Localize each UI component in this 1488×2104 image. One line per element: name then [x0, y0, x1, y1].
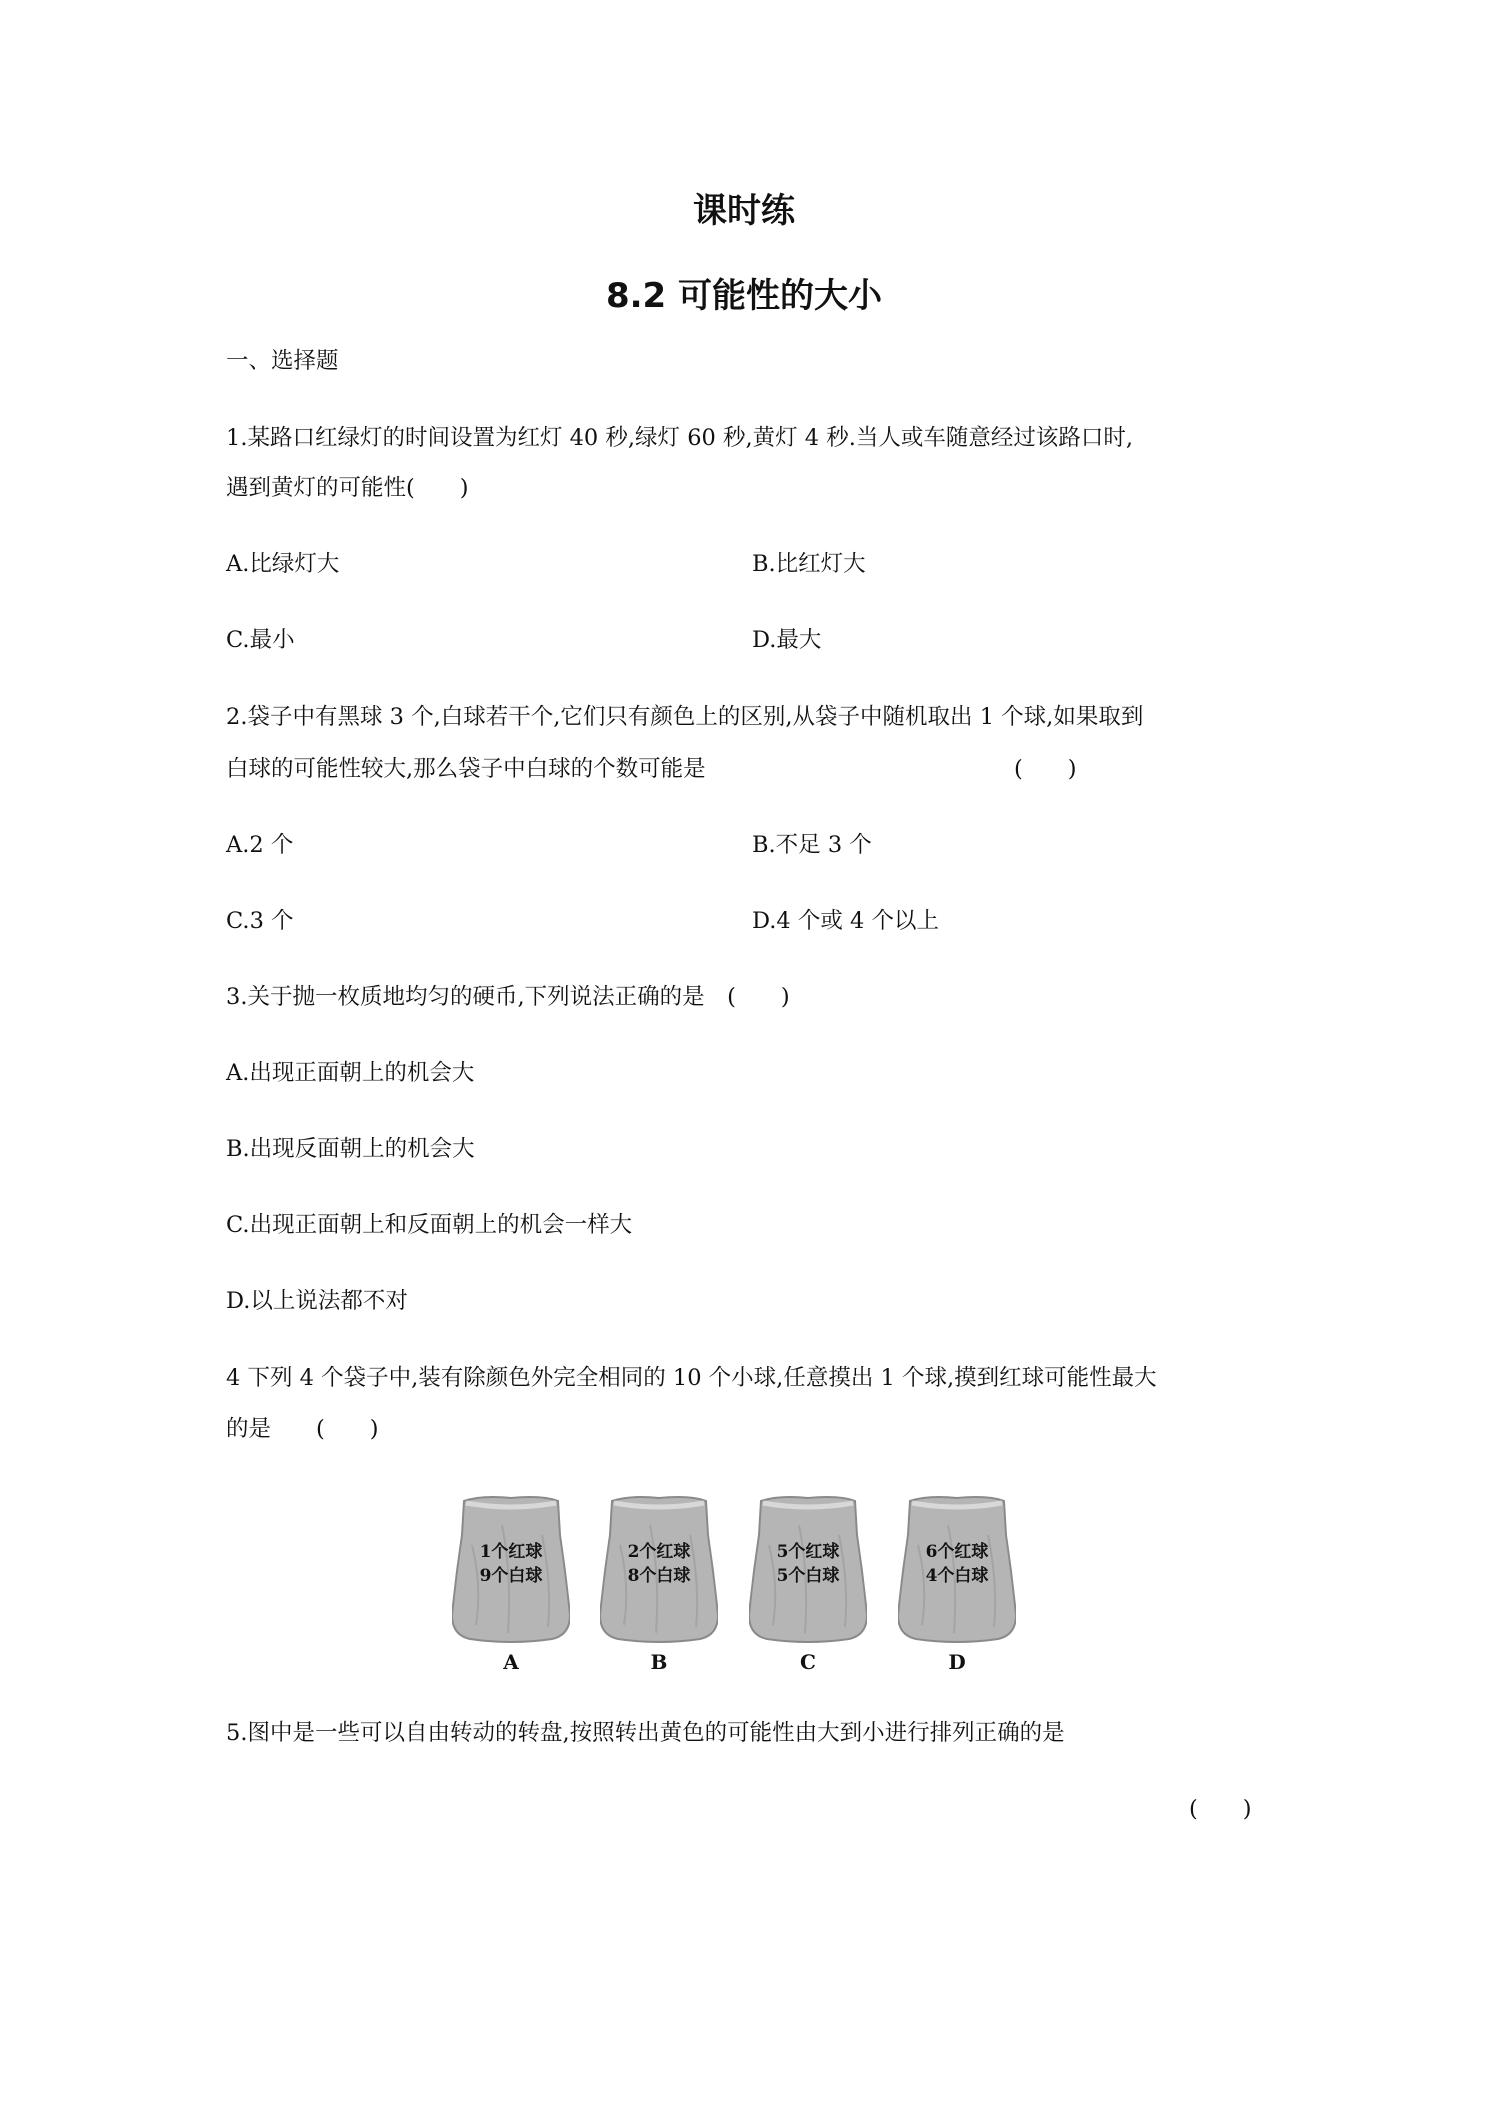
lesson-title: 8.2 可能性的大小	[605, 276, 883, 316]
bag-a	[452, 1495, 570, 1674]
bags-figure	[452, 1495, 1002, 1685]
q2-answer-bracket: ( )	[1014, 756, 1077, 782]
bag-b-white-count: 8个白球	[627, 1566, 691, 1586]
bag-c	[749, 1495, 867, 1674]
q1-stem-line2: 遇到黄灯的可能性( )	[226, 475, 469, 501]
bag-c-red-count: 5个红球	[776, 1542, 840, 1562]
q4-stem-line2: 的是 ( )	[226, 1416, 379, 1442]
section-heading: 一、选择题	[226, 348, 339, 374]
q2-option-a: A.2 个	[226, 832, 294, 858]
q3-stem: 3.关于抛一枚质地均匀的硬币,下列说法正确的是 ( )	[226, 984, 790, 1010]
bag-c-white-count: 5个白球	[776, 1566, 840, 1586]
q3-option-b: B.出现反面朝上的机会大	[226, 1136, 475, 1162]
bag-a-red-count: 1个红球	[479, 1542, 543, 1562]
q2-stem-line1: 2.袋子中有黑球 3 个,白球若干个,它们只有颜色上的区别,从袋子中随机取出 1 个球,如果取到	[226, 704, 1144, 730]
q3-option-c: C.出现正面朝上和反面朝上的机会一样大	[226, 1212, 633, 1238]
q1-stem-line1: 1.某路口红绿灯的时间设置为红灯 40 秒,绿灯 60 秒,黄灯 4 秒.当人或车随意经过该路口时,	[226, 425, 1134, 451]
q4-stem-line1: 4 下列 4 个袋子中,装有除颜色外完全相同的 10 个小球,任意摸出 1 个球,摸到红球可能性最大	[226, 1365, 1157, 1391]
bag-d-white-count: 4个白球	[925, 1566, 989, 1586]
q1-option-b: B.比红灯大	[752, 551, 866, 577]
q2-option-c: C.3 个	[226, 908, 294, 934]
q2-option-d: D.4 个或 4 个以上	[752, 908, 939, 934]
q5-answer-bracket: ( )	[1189, 1796, 1252, 1822]
page-title: 课时练	[693, 191, 795, 231]
bag-b	[600, 1495, 718, 1674]
bag-d	[898, 1495, 1016, 1674]
q3-option-a: A.出现正面朝上的机会大	[226, 1060, 475, 1086]
q5-stem: 5.图中是一些可以自由转动的转盘,按照转出黄色的可能性由大到小进行排列正确的是	[226, 1720, 1065, 1746]
q2-stem-line2: 白球的可能性较大,那么袋子中白球的个数可能是	[226, 756, 706, 782]
bag-a-white-count: 9个白球	[479, 1566, 543, 1586]
q3-option-d: D.以上说法都不对	[226, 1288, 408, 1314]
q1-option-a: A.比绿灯大	[226, 551, 340, 577]
bag-b-red-count: 2个红球	[627, 1542, 691, 1562]
bag-b-letter: B	[650, 1650, 668, 1674]
bag-d-red-count: 6个红球	[925, 1542, 989, 1562]
bag-d-letter: D	[948, 1650, 966, 1674]
bag-a-letter: A	[503, 1650, 519, 1674]
q2-option-b: B.不足 3 个	[752, 832, 872, 858]
q1-option-c: C.最小	[226, 627, 295, 653]
bag-c-letter: C	[800, 1650, 816, 1674]
q1-option-d: D.最大	[752, 627, 822, 653]
